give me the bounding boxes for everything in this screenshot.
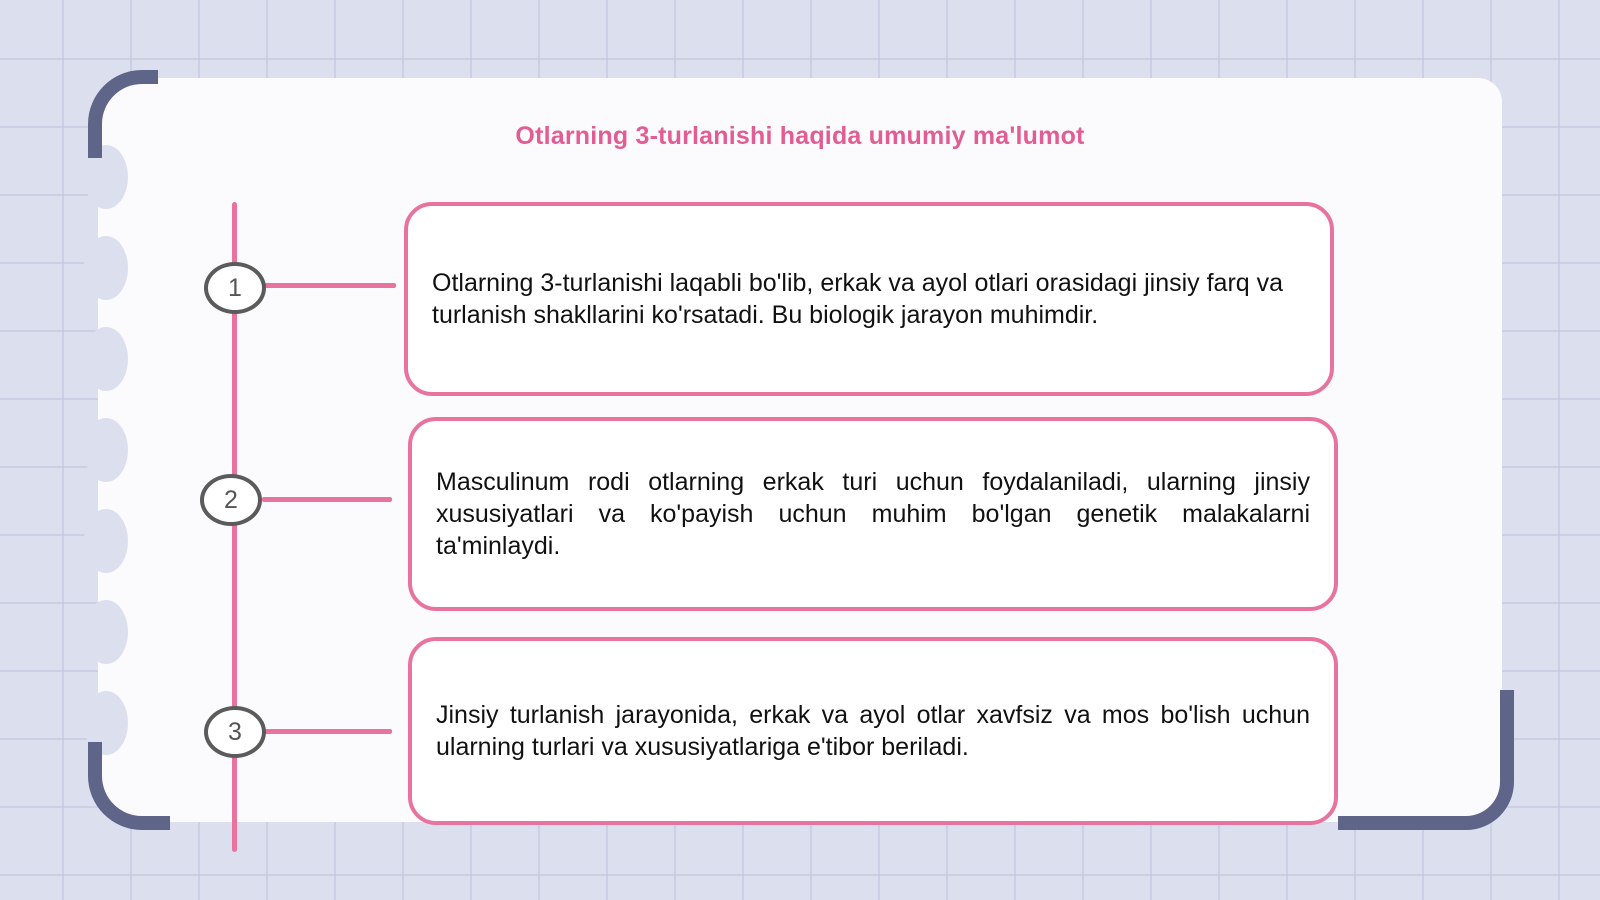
corner-bracket-bottom-left	[88, 742, 170, 830]
info-box	[408, 637, 1338, 825]
card-edge-notch	[84, 509, 128, 573]
step-number-badge: 3	[204, 706, 266, 758]
card-edge-notch	[84, 236, 128, 300]
timeline-connector	[264, 729, 392, 734]
card-edge-notch	[84, 600, 128, 664]
timeline-connector	[262, 497, 392, 502]
card-edge-notch	[84, 327, 128, 391]
info-box-text: Otlarning 3-turlanishi laqabli bo'lib, erkak va ayol otlari orasidagi jinsiy farq va turlanish shakllarini ko'rsatadi. Bu biologik jarayon muhimdir.	[432, 269, 1284, 329]
info-box-text: Jinsiy turlanish jarayonida, erkak va ayol otlar xavfsiz va mos bo'lish uchun ularning turlari va xususiyatlariga e'tibor beriladi.	[436, 701, 1310, 761]
info-box-text: Masculinum rodi otlarning erkak turi uchun foydalaniladi, ularning jinsiy xususiyatlari va ko'payish uchun muhim bo'lgan genetik malakalarni ta'minlaydi.	[436, 468, 1310, 560]
slide-title: Otlarning 3-turlanishi haqida umumiy ma'lumot	[515, 122, 1085, 150]
card-edge-notch	[84, 418, 128, 482]
info-box	[408, 417, 1338, 611]
timeline-connector	[264, 283, 396, 288]
step-number-badge: 2	[200, 474, 262, 526]
corner-bracket-top-left	[88, 70, 158, 158]
info-box	[404, 202, 1334, 396]
step-number-badge: 1	[204, 262, 266, 314]
corner-bracket-bottom-right	[1338, 690, 1514, 830]
